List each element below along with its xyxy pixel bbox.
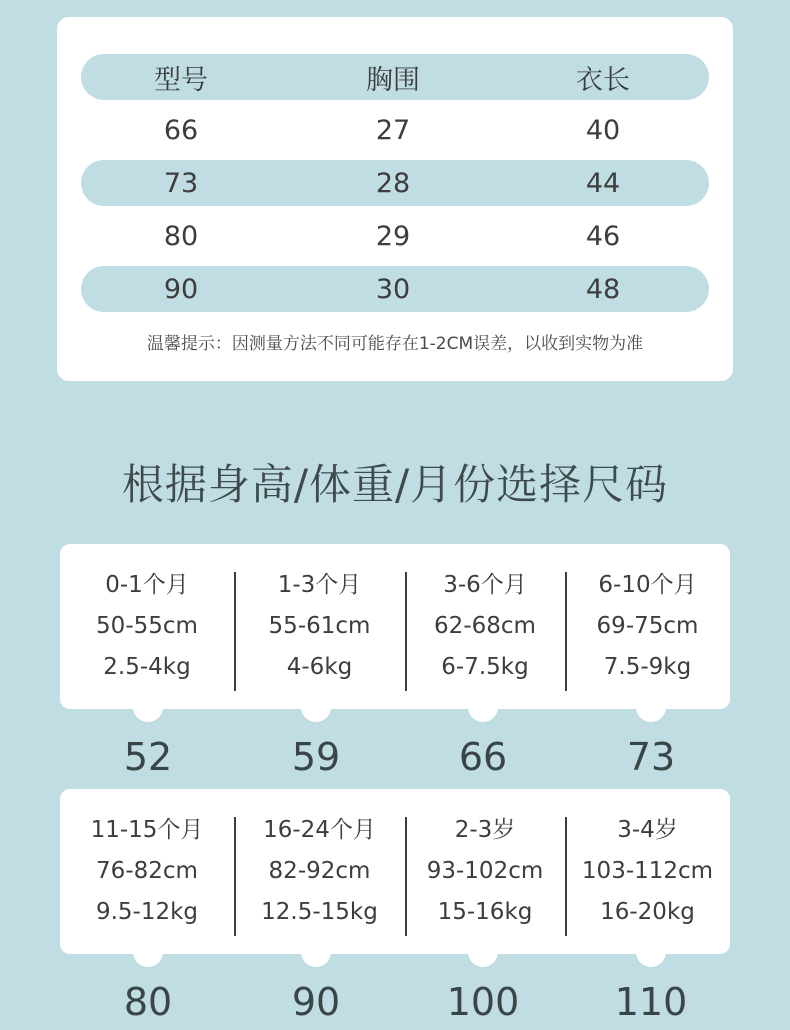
guide-panel (60, 544, 730, 709)
column-header-model: 型号 (154, 64, 208, 96)
size-label: 110 (614, 980, 688, 1024)
cell-chest: 29 (375, 220, 411, 252)
cell-model: 73 (163, 167, 199, 199)
weight-range: 2.5-4kg (103, 654, 191, 680)
size-label: 73 (626, 735, 676, 779)
measurement-note: 温馨提示：因测量方法不同可能存在1-2CM误差，以收到实物为准 (146, 334, 644, 354)
panel-notch (301, 692, 331, 722)
age-range: 16-24个月 (263, 817, 376, 843)
size-table-card (57, 17, 733, 381)
table-row (81, 213, 709, 259)
height-range: 76-82cm (96, 858, 198, 884)
panel-notch (133, 937, 163, 967)
panel-notch (636, 937, 666, 967)
table-row (81, 107, 709, 153)
table-row (81, 266, 709, 312)
column-header-chest: 胸围 (366, 64, 420, 96)
guide-column (405, 544, 565, 709)
panel-notch (301, 937, 331, 967)
weight-range: 9.5-12kg (95, 899, 199, 925)
age-range: 2-3岁 (454, 817, 516, 843)
height-range: 69-75cm (596, 613, 699, 639)
age-range: 11-15个月 (90, 817, 204, 843)
cell-chest: 27 (375, 114, 411, 146)
guide-panel (60, 789, 730, 954)
guide-column (234, 544, 405, 709)
cell-length: 44 (585, 167, 621, 199)
guide-column (405, 789, 565, 954)
weight-range: 16-20kg (600, 899, 695, 925)
weight-range: 7.5-9kg (603, 654, 692, 680)
size-label: 80 (123, 980, 173, 1024)
weight-range: 6-7.5kg (441, 654, 529, 680)
weight-range: 12.5-15kg (261, 899, 378, 925)
size-label: 100 (446, 980, 520, 1024)
age-range: 3-4岁 (617, 817, 678, 843)
height-range: 62-68cm (434, 613, 536, 639)
panel-notch (468, 692, 498, 722)
cell-length: 46 (585, 220, 621, 252)
table-header-row (81, 54, 709, 100)
table-row (81, 160, 709, 206)
height-range: 82-92cm (268, 858, 371, 884)
height-range: 55-61cm (268, 613, 371, 639)
size-label: 52 (123, 735, 173, 779)
size-label: 66 (458, 735, 508, 779)
cell-model: 90 (163, 273, 199, 305)
guide-column (234, 789, 405, 954)
age-range: 6-10个月 (598, 572, 697, 598)
cell-model: 80 (163, 220, 199, 252)
age-range: 0-1个月 (105, 572, 189, 598)
size-label: 90 (291, 980, 341, 1024)
weight-range: 4-6kg (286, 654, 353, 680)
guide-column (565, 789, 730, 954)
weight-range: 15-16kg (437, 899, 533, 925)
guide-column (60, 789, 234, 954)
cell-length: 48 (585, 273, 621, 305)
size-label: 59 (291, 735, 341, 779)
panel-notch (636, 692, 666, 722)
height-range: 93-102cm (426, 858, 544, 884)
column-header-length: 衣长 (576, 64, 630, 96)
panel-notch (133, 692, 163, 722)
guide-title: 根据身高/体重/月份选择尺码 (121, 460, 669, 509)
panel-notch (468, 937, 498, 967)
height-range: 50-55cm (96, 613, 198, 639)
guide-column (565, 544, 730, 709)
guide-column (60, 544, 234, 709)
height-range: 103-112cm (581, 858, 714, 884)
cell-chest: 28 (375, 167, 411, 199)
cell-model: 66 (163, 114, 199, 146)
age-range: 3-6个月 (443, 572, 527, 598)
cell-chest: 30 (375, 273, 411, 305)
age-range: 1-3个月 (277, 572, 362, 598)
cell-length: 40 (585, 114, 621, 146)
